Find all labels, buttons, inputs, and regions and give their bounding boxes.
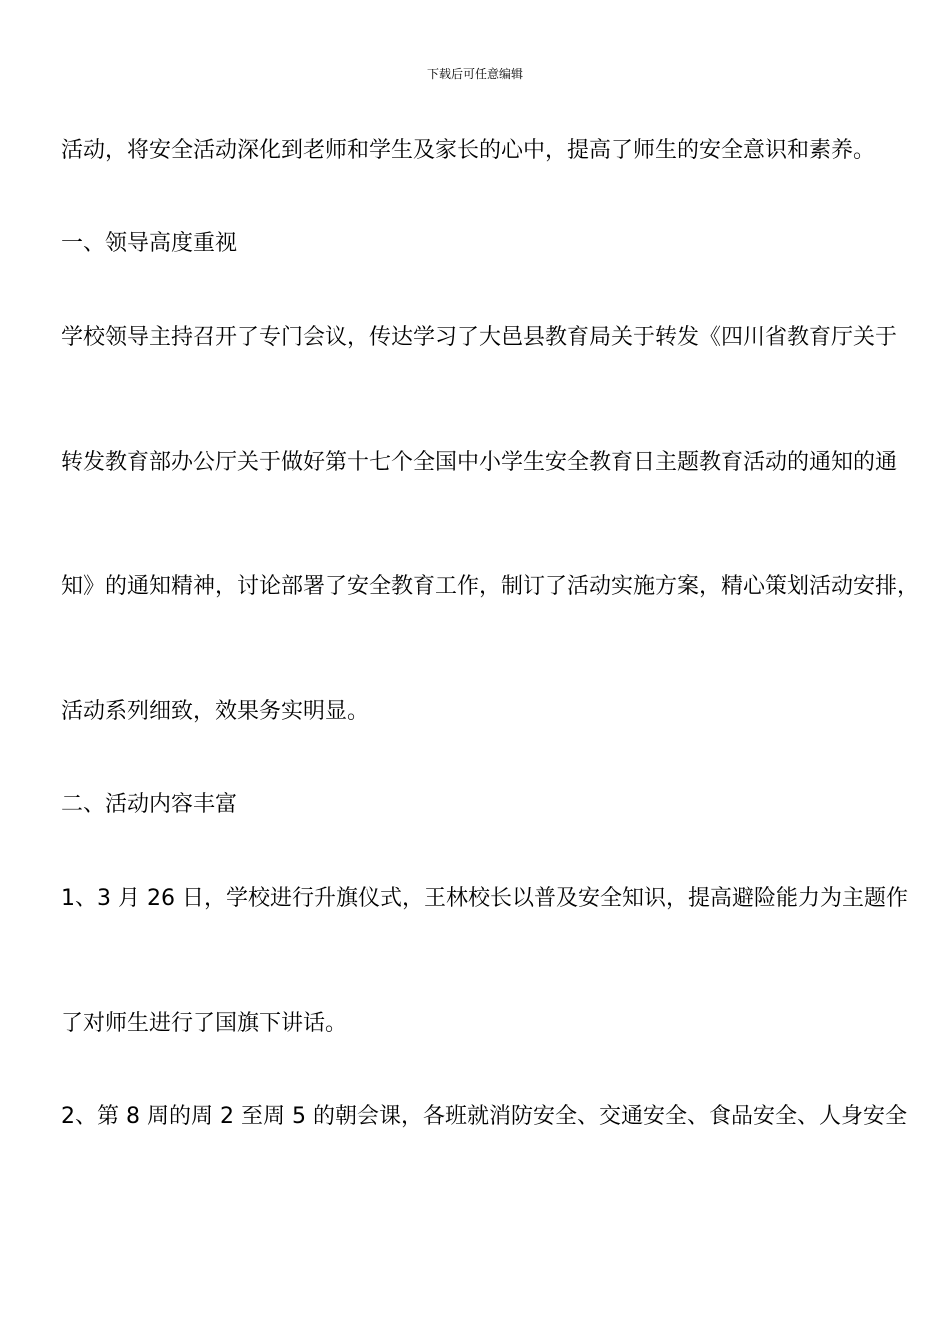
section-heading-2: 二、活动内容丰富 [61,792,238,817]
body-line-7: 了对师生进行了国旗下讲话。 [61,1011,348,1036]
body-line-3: 转发教育部办公厅关于做好第十七个全国中小学生安全教育日主题教育活动的通知的通 [61,450,898,475]
body-line-8: 2、第 8 周的周 2 至周 5 的朝会课，各班就消防安全、交通安全、食品安全、人身安全 [61,1104,907,1129]
body-line-5: 活动系列细致，效果务实明显。 [61,699,370,724]
body-line-1: 活动，将安全活动深化到老师和学生及家长的心中，提高了师生的安全意识和素养。 [61,138,876,163]
section-heading-1: 一、领导高度重视 [61,231,238,256]
body-line-2: 学校领导主持召开了专门会议，传达学习了大邑县教育局关于转发《四川省教育厅关于 [61,325,898,350]
body-line-4: 知》的通知精神，讨论部署了安全教育工作，制订了活动实施方案，精心策划活动安排， [61,574,920,599]
page-header: 下载后可任意编辑 [426,67,523,81]
body-line-6: 1、3 月 26 日，学校进行升旗仪式，王林校长以普及安全知识，提高避险能力为主题作 [61,886,908,911]
